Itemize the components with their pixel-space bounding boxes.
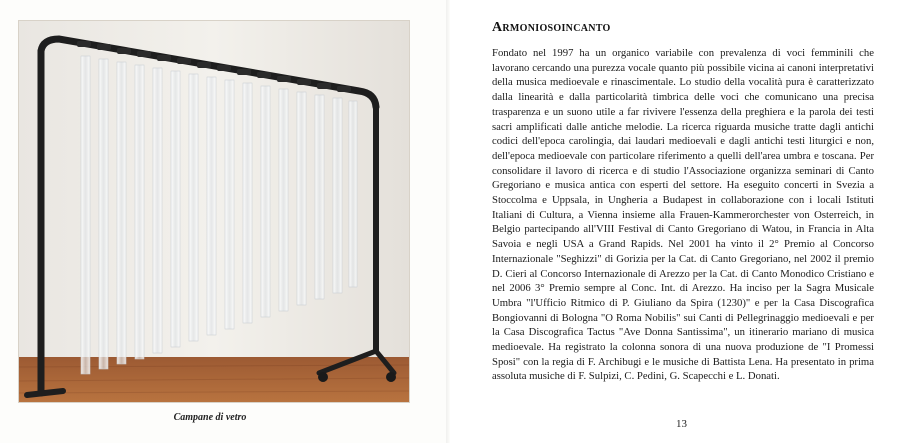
section-heading: Armoniosoincanto bbox=[492, 20, 611, 35]
body-paragraph: Fondato nel 1997 ha un organico variabile con prevalenza di voci femminili che lavorano cercando una purezza vocale quanto più possibile vicina ai canoni interpretativi della musica medioevale e rinascimentale. Lo studio della vocalità pura è caratterizzato dalla linearità e dalla particolarità timbrica delle voci che comunicano una precisa trasparenza e un suono utile a far rivivere l'essenza della preghiera e la parola dei testi sacri amplificati dalle antiche melodie. La ricerca riguarda musiche tratte dagli antichi codici dell'epoca carolingia, dai laudari medioevali e dagli antichi testi liturgici e non, dell'epoca medioevale con particolare riferimento a quelli dell'area umbra e toscana. Per consolidare il lavoro di ricerca e di studio l'Associazione organizza seminari di Canto Gregoriano e musica antica con esperti del settore. Ha eseguito concerti in Svezia a Stoccolma e Uppsala, in Ungheria a Budapest in collaborazione con i locali Istituti Italiani di Cultura, a Vienna insieme alla Frauen-Kammerorchester von Osterreich, in Belgio partecipando all'VIII Festival di Canto Gregoriano di Watou, in Francia in Alta Savoia e negli USA a Grand Rapids. Nel 2001 ha vinto il 2° Premio al Concorso Internazionale "Seghizzi" di Gorizia per la Cat. di Canto Gregoriano, nel 2002 il premio D. Cieri al Concorso Internazionale di Arezzo per la Cat. di Canto Monodico Cristiano e nel 2006 3° Premio sempre al Conc. Int. di Arezzo. Ha inciso per la Sagra Musicale Umbra "l'Ufficio Ritmico di P. Giuliano da Spira (1230)" e per la Casa Discografica Bongiovanni di Bologna "O Roma Nobilis" sui Canti di Pellegrinaggio medioevali e per la Casa Discografica Tactus "Ave Donna Santissima", un itinerario mariano di musica medioevale. Ha registrato la colonna sonora di una nuova produzione de "I Promessi Sposi" con la regia di F. Archibugi e le musiche di Battista Lena. Ha presentato in prima assoluta musiche di F. Sulpizi, C. Pedini, G. Scapecchi e L. Donati. bbox=[492, 47, 874, 383]
glass-bells-photo bbox=[18, 20, 410, 403]
photo-caption: Campane di vetro bbox=[173, 412, 247, 423]
page-number: 13 bbox=[676, 418, 687, 430]
right-page bbox=[450, 0, 900, 443]
